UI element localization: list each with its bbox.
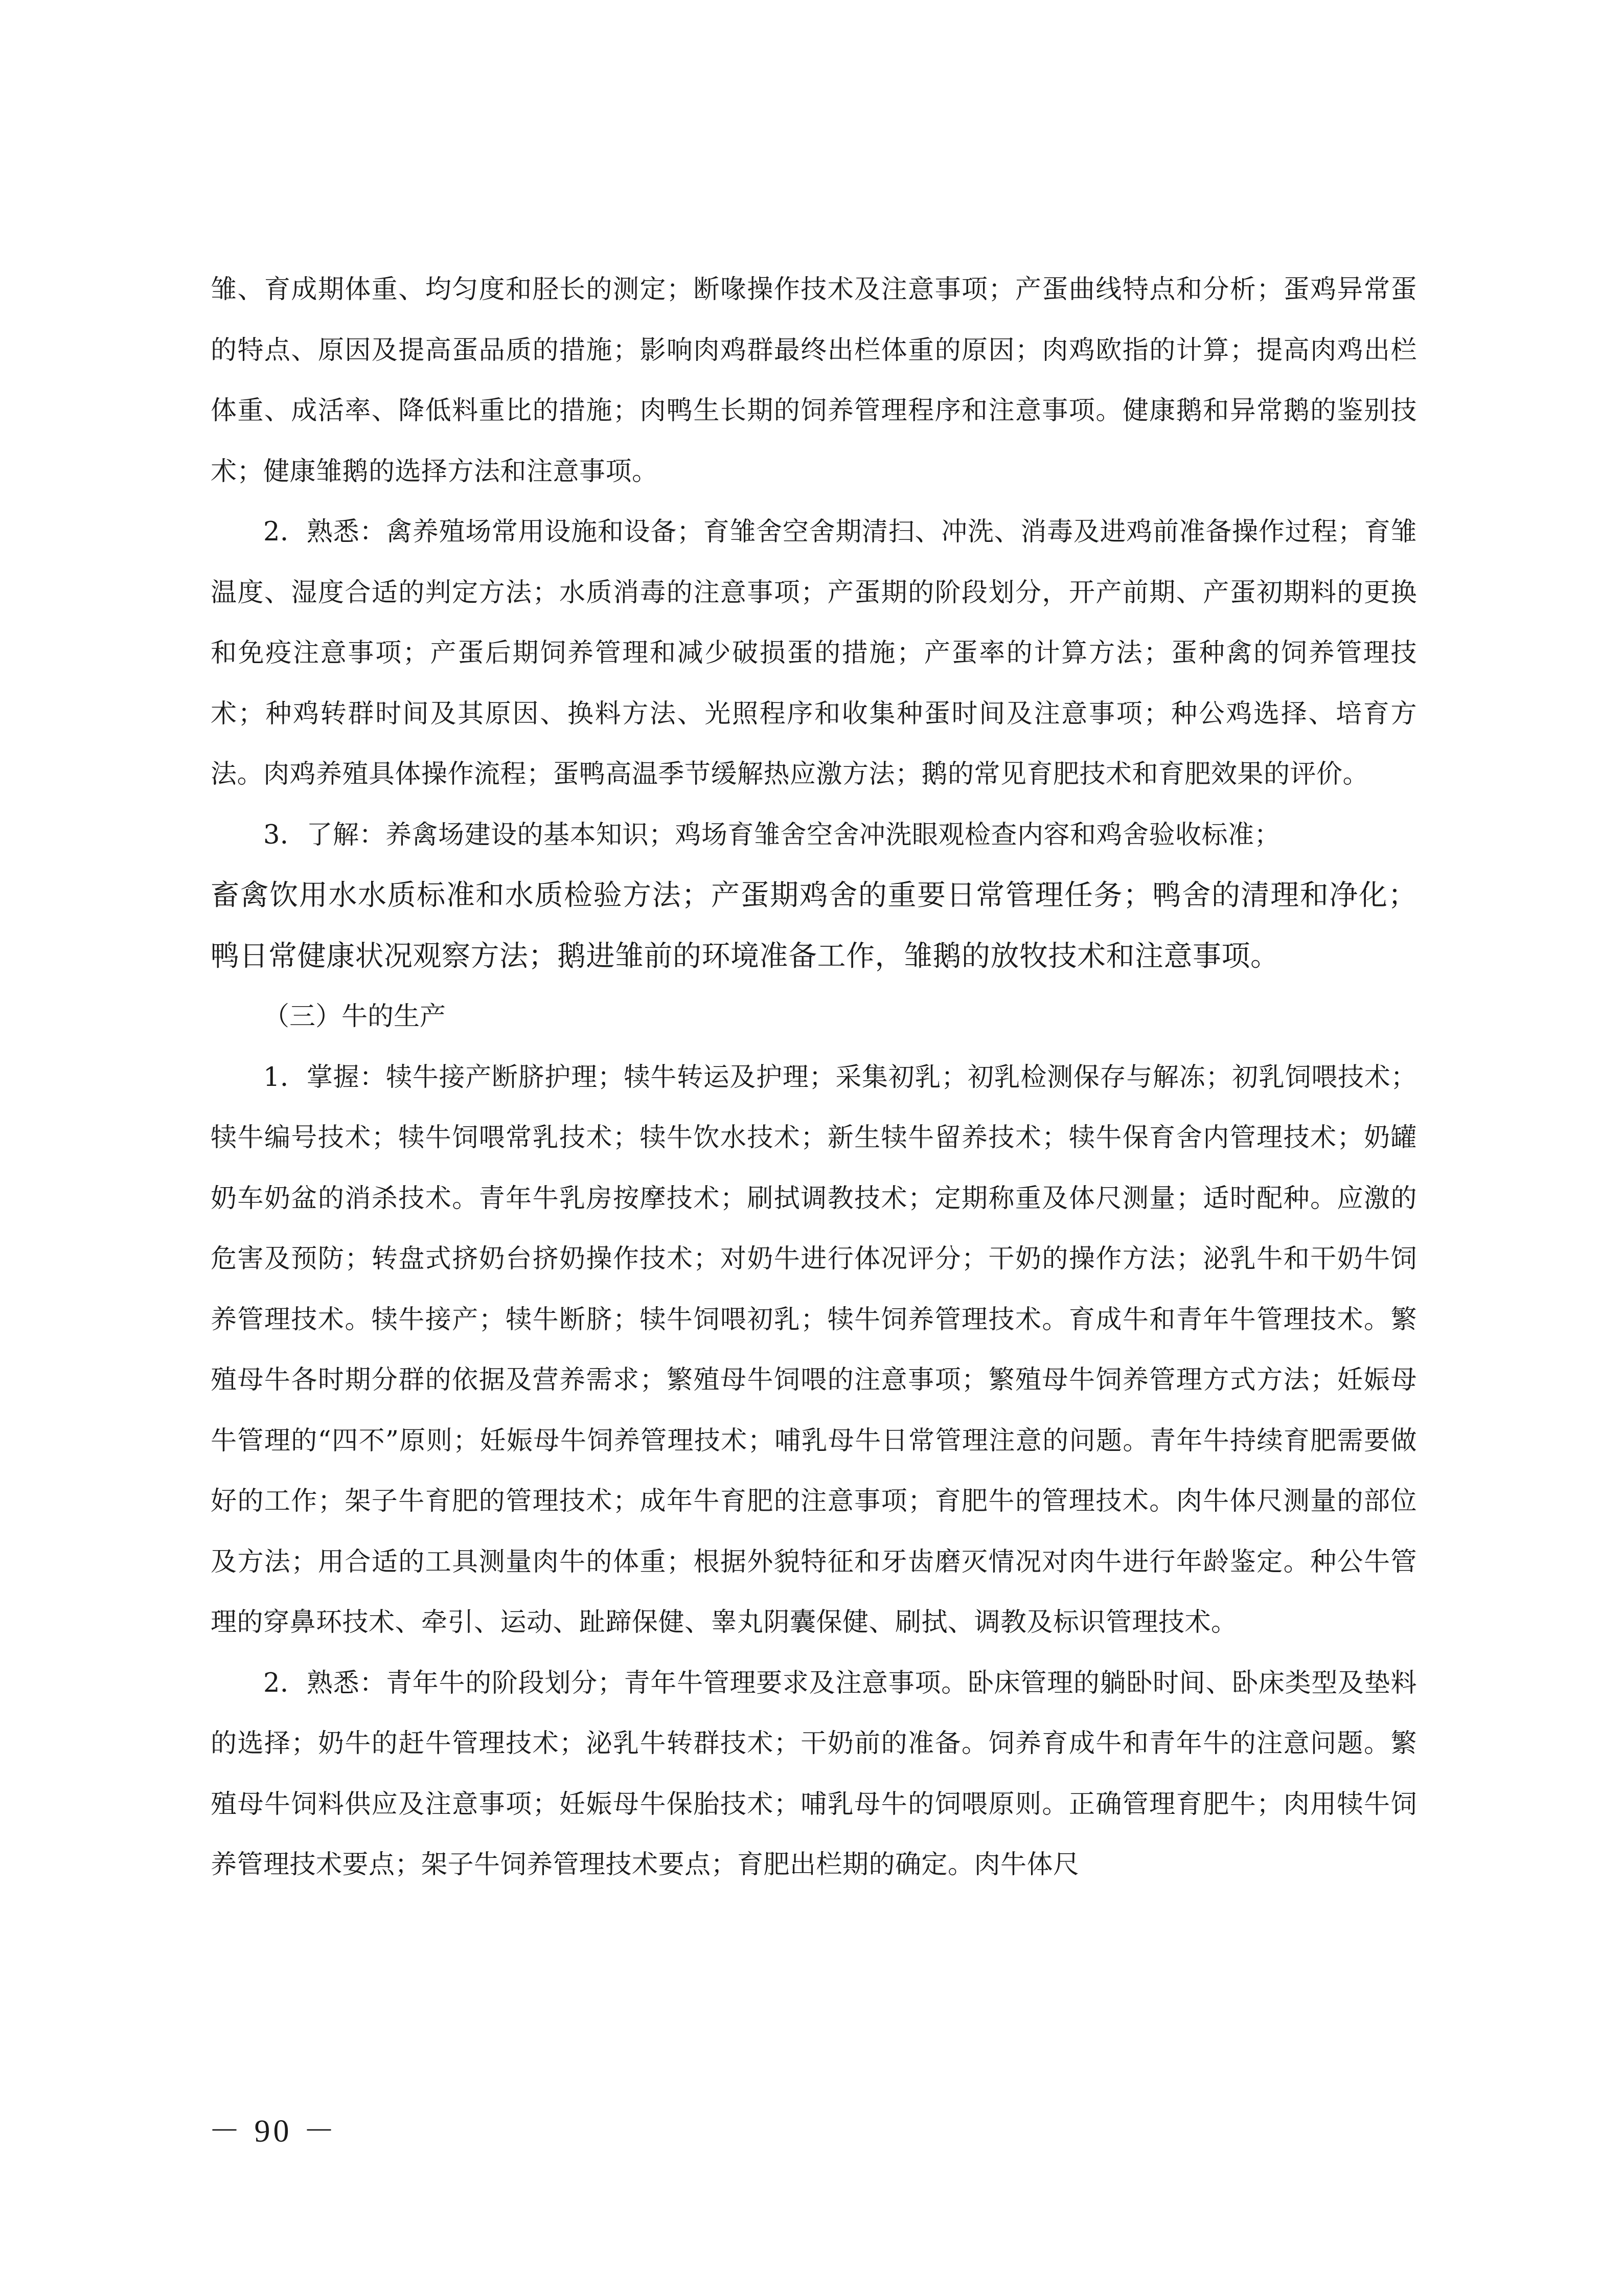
paragraph-cattle-familiar: 2．熟悉：青年牛的阶段划分；青年牛管理要求及注意事项。卧床管理的躺卧时间、卧床类型及垫料的选择；奶牛的赶牛管理技术；泌乳牛转群技术；干奶前的准备。饲养育成牛和青年牛的注意问题。繁殖母牛饲料供应及注意事项；妊娠母牛保胎技术；哺乳母牛的饲喂原则。正确管理育肥牛；肉用犊牛饲养管理技术要点；架子牛饲养管理技术要点；育肥出栏期的确定。肉牛体尺 — [211, 1668, 1417, 1880]
paragraph-poultry-management-continued: 雏、育成期体重、均匀度和胫长的测定；断喙操作技术及注意事项；产蛋曲线特点和分析；蛋鸡异常蛋的特点、原因及提高蛋品质的措施；影响肉鸡群最终出栏体重的原因；肉鸡欧指的计算；提高肉鸡出栏体重、成活率、降低料重比的措施；肉鸭生长期的饲养管理程序和注意事项。健康鹅和异常鹅的鉴别技术；健康雏鹅的选择方法和注意事项。 — [211, 275, 1417, 487]
paragraph-poultry-understand-part1: 3．了解：养禽场建设的基本知识；鸡场育雏舍空舍冲洗眼观检查内容和鸡舍验收标准； — [263, 820, 1281, 850]
section-heading-cattle-production: （三）牛的生产 — [263, 1002, 446, 1032]
paragraph-poultry-familiar: 2．熟悉：禽养殖场常用设施和设备；育雏舍空舍期清扫、冲洗、消毒及进鸡前准备操作过程；育雏温度、湿度合适的判定方法；水质消毒的注意事项；产蛋期的阶段划分，开产前期、产蛋初期料的更换和免疫注意事项；产蛋后期饲养管理和减少破损蛋的措施；产蛋率的计算方法；蛋种禽的饲养管理技术；种鸡转群时间及其原因、换料方法、光照程序和收集种蛋时间及注意事项；种公鸡选择、培育方法。肉鸡养殖具体操作流程；蛋鸭高温季节缓解热应激方法；鹅的常见育肥技术和育肥效果的评价。 — [211, 517, 1417, 789]
body-text — [211, 260, 1417, 1896]
paragraph-cattle-master: 1．掌握：犊牛接产断脐护理；犊牛转运及护理；采集初乳；初乳检测保存与解冻；初乳饲喂技术；犊牛编号技术；犊牛饲喂常乳技术；犊牛饮水技术；新生犊牛留养技术；犊牛保育舍内管理技术；奶罐奶车奶盆的消杀技术。青年牛乳房按摩技术；刷拭调教技术；定期称重及体尺测量；适时配种。应激的危害及预防；转盘式挤奶台挤奶操作技术；对奶牛进行体况评分；干奶的操作方法；泌乳牛和干奶牛饲养管理技术。犊牛接产；犊牛断脐；犊牛饲喂初乳；犊牛饲养管理技术。育成牛和青年牛管理技术。繁殖母牛各时期分群的依据及营养需求；繁殖母牛饲喂的注意事项；繁殖母牛饲养管理方式方法；妊娠母牛管理的“四不”原则；妊娠母牛饲养管理技术；哺乳母牛日常管理注意的问题。青年牛持续育肥需要做好的工作；架子牛育肥的管理技术；成年牛育肥的注意事项；育肥牛的管理技术。肉牛体尺测量的部位及方法；用合适的工具测量肉牛的体重；根据外貌特征和牙齿磨灭情况对肉牛进行年龄鉴定。种公牛管理的穿鼻环技术、牵引、运动、趾蹄保健、睾丸阴囊保健、刷拭、调教及标识管理技术。 — [211, 1062, 1417, 1638]
page-number: － 90 － — [209, 2114, 338, 2149]
paragraph-poultry-understand-part2: 畜禽饮用水水质标准和水质检验方法；产蛋期鸡舍的重要日常管理任务；鸭舍的清理和净化；鸭日常健康状况观察方法；鹅进雏前的环境准备工作，雏鹅的放牧技术和注意事项。 — [211, 879, 1417, 973]
